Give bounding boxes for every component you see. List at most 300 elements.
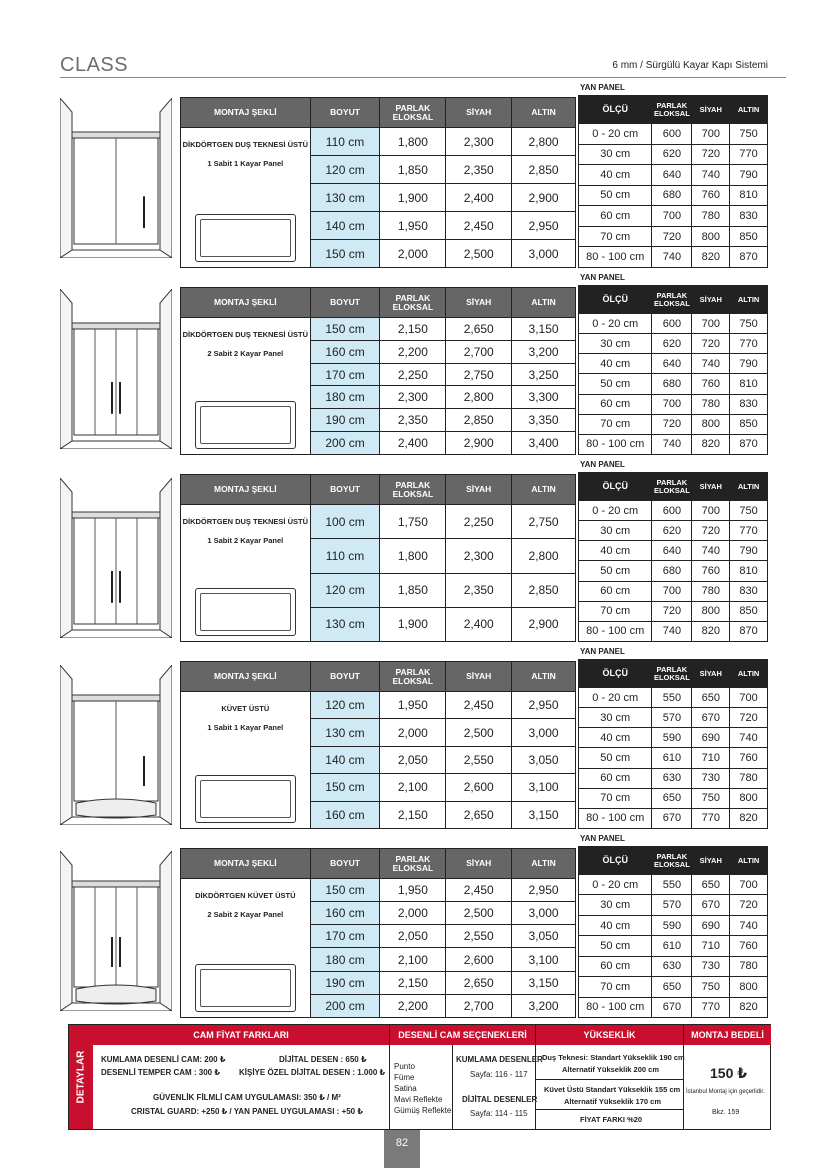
altin-price: 3,000 xyxy=(512,902,576,925)
side-panel-label: YAN PANEL xyxy=(580,460,625,469)
table-row xyxy=(579,601,768,621)
parlak-price: 2,100 xyxy=(380,948,446,971)
siyah-price: 800 xyxy=(692,414,730,434)
size-cell: 170 cm xyxy=(310,363,380,386)
kumlama-title: KUMLAMA DESENLER xyxy=(456,1055,543,1064)
olcu-cell: 80 - 100 cm xyxy=(579,808,652,828)
parlak-price: 740 xyxy=(652,434,692,454)
col-olcu: ÖLÇÜ xyxy=(579,473,652,501)
altin-price: 740 xyxy=(730,728,768,748)
parlak-price: 2,250 xyxy=(380,363,446,386)
altin-price: 770 xyxy=(730,144,768,165)
pattern-item: Gümüş Reflekte xyxy=(394,1106,452,1115)
siyah-price: 780 xyxy=(692,206,730,227)
siyah-price: 700 xyxy=(692,124,730,145)
mounting-description: DİKDÖRTGEN KÜVET ÜSTÜ 2 Sabit 2 Kayar Panel xyxy=(181,879,311,1018)
olcu-cell: 40 cm xyxy=(579,915,652,935)
olcu-cell: 0 - 20 cm xyxy=(579,501,652,521)
side-panel-label: YAN PANEL xyxy=(580,83,625,92)
col-montaj: MONTAJ ŞEKLİ xyxy=(181,288,311,318)
altin-price: 3,000 xyxy=(512,719,576,746)
parlak-price: 1,950 xyxy=(380,692,446,719)
table-row xyxy=(579,708,768,728)
olcu-cell: 30 cm xyxy=(579,521,652,541)
altin-price: 820 xyxy=(730,808,768,828)
altin-price: 3,150 xyxy=(512,801,576,828)
col-siyah: SİYAH xyxy=(446,98,512,128)
table-row xyxy=(579,895,768,915)
mounting-description: KÜVET ÜSTÜ 1 Sabit 1 Kayar Panel xyxy=(181,692,311,829)
olcu-cell: 0 - 20 cm xyxy=(579,688,652,708)
col-parlak: PARLAK ELOKSAL xyxy=(380,662,446,692)
shower-cabin-illustration xyxy=(60,98,172,258)
installation-fee xyxy=(683,1025,771,1129)
col-altin: ALTIN xyxy=(730,473,768,501)
col-parlak: PARLAK ELOKSAL xyxy=(652,847,692,875)
table-row xyxy=(181,128,576,156)
parlak-price: 2,100 xyxy=(380,774,446,801)
table-row xyxy=(579,768,768,788)
col-olcu: ÖLÇÜ xyxy=(579,847,652,875)
altin-price: 750 xyxy=(730,124,768,145)
olcu-cell: 60 cm xyxy=(579,581,652,601)
size-cell: 150 cm xyxy=(310,879,380,902)
olcu-cell: 70 cm xyxy=(579,226,652,247)
size-cell: 110 cm xyxy=(310,539,380,573)
tray-illustration xyxy=(195,401,296,449)
side-panel-table xyxy=(578,472,768,642)
col-montaj: MONTAJ ŞEKLİ xyxy=(181,98,311,128)
tray-illustration xyxy=(195,775,296,823)
table-row xyxy=(579,621,768,641)
table-row xyxy=(579,808,768,828)
glass-price-line: DİJİTAL DESEN : 650 ₺ xyxy=(279,1055,367,1064)
table-row xyxy=(579,124,768,145)
olcu-cell: 40 cm xyxy=(579,354,652,374)
parlak-price: 740 xyxy=(652,247,692,268)
altin-price: 2,900 xyxy=(512,184,576,212)
parlak-price: 1,800 xyxy=(380,539,446,573)
table-row xyxy=(579,414,768,434)
shower-cabin-illustration xyxy=(60,851,172,1011)
parlak-price: 610 xyxy=(652,748,692,768)
siyah-price: 770 xyxy=(692,997,730,1017)
olcu-cell: 70 cm xyxy=(579,414,652,434)
parlak-price: 600 xyxy=(652,124,692,145)
col-siyah: SİYAH xyxy=(446,662,512,692)
size-cell: 130 cm xyxy=(310,607,380,641)
olcu-cell: 60 cm xyxy=(579,206,652,227)
parlak-price: 1,850 xyxy=(380,573,446,607)
parlak-price: 700 xyxy=(652,581,692,601)
price-section xyxy=(60,273,772,454)
parlak-price: 610 xyxy=(652,936,692,956)
details-box xyxy=(68,1024,771,1130)
table-row xyxy=(579,434,768,454)
siyah-price: 2,650 xyxy=(446,318,512,341)
altin-price: 830 xyxy=(730,581,768,601)
parlak-price: 1,800 xyxy=(380,128,446,156)
altin-price: 3,400 xyxy=(512,432,576,455)
siyah-price: 650 xyxy=(692,688,730,708)
altin-price: 870 xyxy=(730,247,768,268)
size-cell: 190 cm xyxy=(310,971,380,994)
size-cell: 130 cm xyxy=(310,719,380,746)
olcu-cell: 0 - 20 cm xyxy=(579,314,652,334)
col-altin: ALTIN xyxy=(512,98,576,128)
tray-illustration xyxy=(195,214,296,262)
altin-price: 2,800 xyxy=(512,128,576,156)
siyah-price: 2,500 xyxy=(446,902,512,925)
olcu-cell: 30 cm xyxy=(579,334,652,354)
siyah-price: 720 xyxy=(692,334,730,354)
mounting-description: DİKDÖRTGEN DUŞ TEKNESİ ÜSTÜ 1 Sabit 1 Kayar Panel xyxy=(181,128,311,268)
table-row xyxy=(579,521,768,541)
siyah-price: 750 xyxy=(692,977,730,997)
parlak-price: 1,900 xyxy=(380,184,446,212)
page-title: CLASS xyxy=(60,54,129,76)
patterned-glass-options xyxy=(389,1025,543,1129)
parlak-price: 640 xyxy=(652,354,692,374)
details-label: DETAYLAR xyxy=(69,1025,93,1129)
siyah-price: 700 xyxy=(692,314,730,334)
table-row xyxy=(579,936,768,956)
size-cell: 120 cm xyxy=(310,573,380,607)
parlak-price: 570 xyxy=(652,708,692,728)
parlak-price: 550 xyxy=(652,688,692,708)
table-row xyxy=(579,728,768,748)
siyah-price: 710 xyxy=(692,748,730,768)
altin-price: 760 xyxy=(730,936,768,956)
parlak-price: 650 xyxy=(652,788,692,808)
price-table xyxy=(180,97,576,268)
side-panel-label: YAN PANEL xyxy=(580,647,625,656)
siyah-price: 760 xyxy=(692,185,730,206)
glass-price-diff xyxy=(93,1025,389,1129)
olcu-cell: 30 cm xyxy=(579,895,652,915)
col-montaj: MONTAJ ŞEKLİ xyxy=(181,662,311,692)
altin-price: 3,350 xyxy=(512,409,576,432)
siyah-price: 2,350 xyxy=(446,573,512,607)
table-row xyxy=(579,688,768,708)
siyah-price: 730 xyxy=(692,768,730,788)
altin-price: 740 xyxy=(730,915,768,935)
altin-price: 2,850 xyxy=(512,156,576,184)
table-row xyxy=(579,206,768,227)
parlak-price: 2,050 xyxy=(380,746,446,773)
glass-price-line: KUMLAMA DESENLİ CAM: 200 ₺ xyxy=(101,1055,226,1064)
col-altin: ALTIN xyxy=(512,288,576,318)
col-siyah: SİYAH xyxy=(446,288,512,318)
siyah-price: 2,600 xyxy=(446,774,512,801)
siyah-price: 2,900 xyxy=(446,432,512,455)
size-cell: 130 cm xyxy=(310,184,380,212)
table-row xyxy=(579,581,768,601)
altin-price: 770 xyxy=(730,521,768,541)
siyah-price: 720 xyxy=(692,144,730,165)
altin-price: 3,000 xyxy=(512,240,576,268)
size-cell: 200 cm xyxy=(310,432,380,455)
table-row xyxy=(579,501,768,521)
col-altin: ALTIN xyxy=(730,286,768,314)
siyah-price: 2,550 xyxy=(446,746,512,773)
col-olcu: ÖLÇÜ xyxy=(579,286,652,314)
altin-price: 750 xyxy=(730,314,768,334)
siyah-price: 820 xyxy=(692,247,730,268)
header-divider xyxy=(60,77,786,78)
altin-price: 3,300 xyxy=(512,386,576,409)
height-title: YÜKSEKLİK xyxy=(536,1025,683,1045)
siyah-price: 2,650 xyxy=(446,801,512,828)
olcu-cell: 80 - 100 cm xyxy=(579,434,652,454)
siyah-price: 2,250 xyxy=(446,505,512,539)
size-cell: 100 cm xyxy=(310,505,380,539)
siyah-price: 720 xyxy=(692,521,730,541)
table-row xyxy=(579,541,768,561)
parlak-price: 1,950 xyxy=(380,212,446,240)
parlak-price: 600 xyxy=(652,501,692,521)
siyah-price: 780 xyxy=(692,394,730,414)
siyah-price: 780 xyxy=(692,581,730,601)
altin-price: 2,950 xyxy=(512,879,576,902)
table-row xyxy=(579,314,768,334)
parlak-price: 2,000 xyxy=(380,240,446,268)
col-olcu: ÖLÇÜ xyxy=(579,660,652,688)
col-siyah: SİYAH xyxy=(692,660,730,688)
siyah-price: 710 xyxy=(692,936,730,956)
altin-price: 850 xyxy=(730,601,768,621)
parlak-price: 2,400 xyxy=(380,432,446,455)
col-parlak: PARLAK ELOKSAL xyxy=(652,96,692,124)
size-cell: 160 cm xyxy=(310,801,380,828)
siyah-price: 760 xyxy=(692,374,730,394)
installation-note: İstanbul Montaj için geçerlidir. xyxy=(686,1089,765,1095)
side-panel-table xyxy=(578,95,768,268)
siyah-price: 2,500 xyxy=(446,719,512,746)
altin-price: 850 xyxy=(730,414,768,434)
altin-price: 3,100 xyxy=(512,774,576,801)
size-cell: 160 cm xyxy=(310,340,380,363)
table-row xyxy=(579,977,768,997)
table-row xyxy=(579,165,768,186)
altin-price: 770 xyxy=(730,334,768,354)
size-cell: 180 cm xyxy=(310,948,380,971)
parlak-price: 2,150 xyxy=(380,801,446,828)
altin-price: 2,750 xyxy=(512,505,576,539)
siyah-price: 740 xyxy=(692,541,730,561)
glass-price-line: KİŞİYE ÖZEL DİJİTAL DESEN : 1.000 ₺ xyxy=(239,1068,386,1077)
table-row xyxy=(579,374,768,394)
col-altin: ALTIN xyxy=(730,96,768,124)
olcu-cell: 50 cm xyxy=(579,748,652,768)
shower-cabin-illustration xyxy=(60,289,172,449)
col-siyah: SİYAH xyxy=(692,96,730,124)
siyah-price: 670 xyxy=(692,708,730,728)
altin-price: 780 xyxy=(730,956,768,976)
olcu-cell: 40 cm xyxy=(579,165,652,186)
parlak-price: 2,350 xyxy=(380,409,446,432)
dijital-title: DİJİTAL DESENLER xyxy=(462,1095,538,1104)
height-line: Alternatif Yükseklik 200 cm xyxy=(562,1065,659,1074)
siyah-price: 700 xyxy=(692,501,730,521)
olcu-cell: 30 cm xyxy=(579,144,652,165)
col-parlak: PARLAK ELOKSAL xyxy=(380,288,446,318)
olcu-cell: 80 - 100 cm xyxy=(579,997,652,1017)
price-table xyxy=(180,474,576,642)
col-altin: ALTIN xyxy=(512,475,576,505)
height-line: Küvet Üstü Standart Yükseklik 155 cm xyxy=(544,1085,681,1094)
col-altin: ALTIN xyxy=(730,660,768,688)
olcu-cell: 70 cm xyxy=(579,788,652,808)
size-cell: 200 cm xyxy=(310,994,380,1017)
parlak-price: 720 xyxy=(652,226,692,247)
siyah-price: 2,750 xyxy=(446,363,512,386)
olcu-cell: 60 cm xyxy=(579,394,652,414)
table-row xyxy=(579,185,768,206)
parlak-price: 590 xyxy=(652,915,692,935)
altin-price: 870 xyxy=(730,434,768,454)
olcu-cell: 0 - 20 cm xyxy=(579,124,652,145)
tray-illustration xyxy=(195,588,296,636)
col-montaj: MONTAJ ŞEKLİ xyxy=(181,475,311,505)
parlak-price: 680 xyxy=(652,374,692,394)
price-section xyxy=(60,83,772,267)
size-cell: 150 cm xyxy=(310,240,380,268)
side-panel-label: YAN PANEL xyxy=(580,273,625,282)
altin-price: 790 xyxy=(730,354,768,374)
installation-price: 150 ₺ xyxy=(710,1065,747,1081)
siyah-price: 2,650 xyxy=(446,971,512,994)
parlak-price: 700 xyxy=(652,206,692,227)
parlak-price: 700 xyxy=(652,394,692,414)
siyah-price: 730 xyxy=(692,956,730,976)
siyah-price: 2,450 xyxy=(446,879,512,902)
altin-price: 800 xyxy=(730,977,768,997)
parlak-price: 2,150 xyxy=(380,971,446,994)
parlak-price: 2,200 xyxy=(380,340,446,363)
olcu-cell: 70 cm xyxy=(579,977,652,997)
size-cell: 150 cm xyxy=(310,774,380,801)
parlak-price: 740 xyxy=(652,621,692,641)
siyah-price: 820 xyxy=(692,621,730,641)
altin-price: 720 xyxy=(730,708,768,728)
altin-price: 2,850 xyxy=(512,573,576,607)
table-row xyxy=(181,318,576,341)
siyah-price: 2,300 xyxy=(446,539,512,573)
parlak-price: 600 xyxy=(652,314,692,334)
height-info xyxy=(535,1025,683,1129)
installation-ref: Bkz. 159 xyxy=(712,1109,740,1116)
parlak-price: 1,850 xyxy=(380,156,446,184)
col-parlak: PARLAK ELOKSAL xyxy=(652,286,692,314)
side-panel-label: YAN PANEL xyxy=(580,834,625,843)
siyah-price: 2,800 xyxy=(446,386,512,409)
pattern-item: Füme xyxy=(394,1073,415,1082)
siyah-price: 820 xyxy=(692,434,730,454)
altin-price: 810 xyxy=(730,185,768,206)
altin-price: 3,200 xyxy=(512,340,576,363)
parlak-price: 680 xyxy=(652,561,692,581)
altin-price: 850 xyxy=(730,226,768,247)
siyah-price: 2,450 xyxy=(446,692,512,719)
installation-title: MONTAJ BEDELİ xyxy=(684,1025,771,1045)
col-parlak: PARLAK ELOKSAL xyxy=(380,849,446,879)
parlak-price: 640 xyxy=(652,165,692,186)
olcu-cell: 0 - 20 cm xyxy=(579,875,652,895)
size-cell: 140 cm xyxy=(310,746,380,773)
altin-price: 2,800 xyxy=(512,539,576,573)
altin-price: 3,050 xyxy=(512,925,576,948)
altin-price: 830 xyxy=(730,206,768,227)
table-row xyxy=(579,394,768,414)
col-siyah: SİYAH xyxy=(692,286,730,314)
table-row xyxy=(181,879,576,902)
glass-price-line: GÜVENLİK FİLMLİ CAM UYGULAMASI: 350 ₺ / M² xyxy=(153,1093,341,1102)
olcu-cell: 60 cm xyxy=(579,768,652,788)
siyah-price: 760 xyxy=(692,561,730,581)
altin-price: 3,050 xyxy=(512,746,576,773)
side-panel-table xyxy=(578,846,768,1018)
side-panel-table xyxy=(578,659,768,829)
altin-price: 870 xyxy=(730,621,768,641)
siyah-price: 650 xyxy=(692,875,730,895)
mounting-description: DİKDÖRTGEN DUŞ TEKNESİ ÜSTÜ 1 Sabit 2 Kayar Panel xyxy=(181,505,311,642)
size-cell: 180 cm xyxy=(310,386,380,409)
side-panel-table xyxy=(578,285,768,455)
siyah-price: 800 xyxy=(692,226,730,247)
olcu-cell: 60 cm xyxy=(579,956,652,976)
col-parlak: PARLAK ELOKSAL xyxy=(380,475,446,505)
parlak-price: 2,200 xyxy=(380,994,446,1017)
parlak-price: 620 xyxy=(652,521,692,541)
parlak-price: 2,000 xyxy=(380,719,446,746)
page-subtitle: 6 mm / Sürgülü Kayar Kapı Sistemi xyxy=(612,60,768,71)
col-siyah: SİYAH xyxy=(692,473,730,501)
table-row xyxy=(579,788,768,808)
altin-price: 830 xyxy=(730,394,768,414)
glass-price-line: DESENLİ TEMPER CAM : 300 ₺ xyxy=(101,1068,220,1077)
table-row xyxy=(579,561,768,581)
price-table xyxy=(180,287,576,455)
table-row xyxy=(579,956,768,976)
table-row xyxy=(181,505,576,539)
table-row xyxy=(579,875,768,895)
siyah-price: 690 xyxy=(692,728,730,748)
parlak-price: 2,000 xyxy=(380,902,446,925)
col-montaj: MONTAJ ŞEKLİ xyxy=(181,849,311,879)
siyah-price: 2,400 xyxy=(446,184,512,212)
price-diff: FİYAT FARKI %20 xyxy=(580,1115,643,1124)
height-line: Alternatif Yükseklik 170 cm xyxy=(564,1097,661,1106)
siyah-price: 770 xyxy=(692,808,730,828)
altin-price: 810 xyxy=(730,374,768,394)
parlak-price: 620 xyxy=(652,144,692,165)
parlak-price: 2,050 xyxy=(380,925,446,948)
olcu-cell: 50 cm xyxy=(579,185,652,206)
altin-price: 3,100 xyxy=(512,948,576,971)
siyah-price: 690 xyxy=(692,915,730,935)
price-table xyxy=(180,661,576,829)
parlak-price: 620 xyxy=(652,334,692,354)
parlak-price: 720 xyxy=(652,414,692,434)
glass-price-line: CRISTAL GUARD: +250 ₺ / YAN PANEL UYGULAMASI : +50 ₺ xyxy=(131,1107,363,1116)
olcu-cell: 50 cm xyxy=(579,374,652,394)
olcu-cell: 80 - 100 cm xyxy=(579,247,652,268)
price-section xyxy=(60,647,772,828)
table-row xyxy=(579,354,768,374)
olcu-cell: 80 - 100 cm xyxy=(579,621,652,641)
siyah-price: 2,400 xyxy=(446,607,512,641)
